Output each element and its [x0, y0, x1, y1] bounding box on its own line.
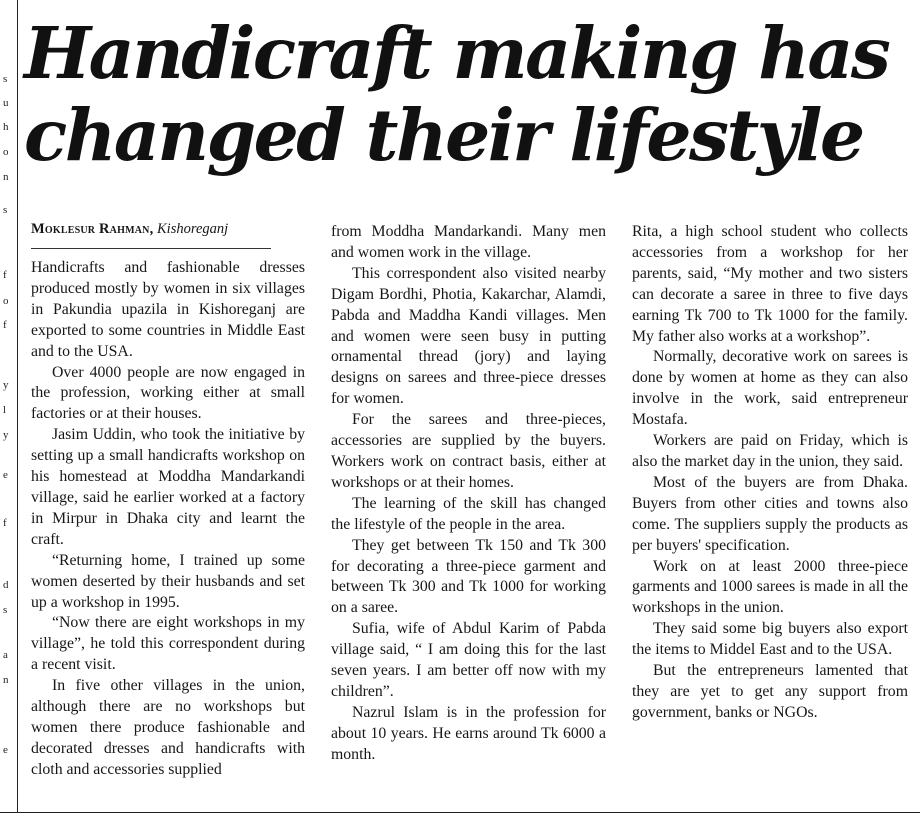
adjacent-article-fragment: s	[3, 204, 8, 216]
article-paragraph: Most of the buyers are from Dhaka. Buyers from other cities and towns also come. The suppliers supply the products as per buyers' specification.	[632, 473, 908, 554]
headline-line-1: Handicraft making has	[24, 11, 889, 95]
article-paragraph: “Returning home, I trained up some women deserted by their husbands and set up a workshop in 1995.	[31, 551, 305, 611]
article-paragraph: from Moddha Mandarkandi. Many men and women work in the village.	[331, 223, 606, 261]
article-paragraph: But the entrepreneurs lamented that they are yet to get any support from government, banks or NGOs.	[632, 662, 908, 721]
article-paragraph: Rita, a high school student who collects accessories from a workshop for her parents, said, “My mother and two sisters can decorate a saree in three to five days earning Tk 700 to Tk 1000 for the family. My father also works at a workshop”.	[632, 223, 908, 345]
article-column-2	[331, 222, 606, 766]
article-paragraph: Normally, decorative work on sarees is done by women at home as they can also involve in the work, said entrepreneur Mostafa.	[632, 348, 908, 429]
byline-author: Moklesur Rahman,	[31, 221, 154, 237]
article-paragraph: This correspondent also visited nearby Digam Bordhi, Photia, Kakarchar, Alamdi, Pabda and Maddha Kandi villages. Men and women were seen busy in putting ornamental thread (jory) and laying designs on sarees and three-piece dresses for women.	[331, 264, 606, 408]
adjacent-article-fragment: o	[3, 295, 9, 307]
adjacent-article-fragment: l	[3, 404, 7, 416]
article-paragraph: The learning of the skill has changed the lifestyle of the people in the area.	[331, 494, 606, 533]
adjacent-article-fragment: n	[3, 674, 9, 686]
article-paragraph: They said some big buyers also export the items to Middel East and to the USA.	[632, 620, 908, 659]
adjacent-article-strip	[0, 0, 18, 812]
adjacent-article-fragment: y	[3, 379, 9, 391]
article-paragraph: Workers are paid on Friday, which is also the market day in the union, they said.	[632, 432, 908, 470]
adjacent-article-fragment: s	[3, 604, 8, 616]
article-paragraph: Handicrafts and fashionable dresses produced mostly by women in six villages in Pakundia upazila in Kishoreganj are exported to some countries in Middle East and to the USA.	[31, 259, 305, 360]
adjacent-article-fragment: o	[3, 146, 9, 158]
adjacent-article-fragment: a	[3, 649, 8, 661]
adjacent-article-fragment: u	[3, 97, 9, 109]
article-paragraph: They get between Tk 150 and Tk 300 for decorating a three-piece garment and between Tk 300 and Tk 1000 for working on a saree.	[331, 536, 606, 617]
byline	[31, 219, 271, 239]
article-paragraph: For the sarees and three-pieces, accessories are supplied by the buyers. Workers work on contract basis, either at workshops or at their homes.	[331, 411, 606, 491]
adjacent-article-fragment: d	[3, 579, 9, 591]
article-paragraph: Nazrul Islam is in the profession for about 10 years. He earns around Tk 6000 a month.	[331, 703, 606, 763]
article-paragraph: Jasim Uddin, who took the initiative by setting up a small handicrafts workshop on his homestead at Moddha Mandarkandi village, said he earlier worked at a factory in Mirpur in Dhaka city and learnt the craft.	[31, 426, 305, 548]
adjacent-article-fragment: e	[3, 469, 8, 481]
byline-divider	[31, 248, 271, 249]
adjacent-article-fragment: n	[3, 171, 9, 183]
adjacent-article-fragment: s	[3, 73, 8, 85]
adjacent-article-fragment: y	[3, 429, 9, 441]
article-column-1	[31, 258, 305, 781]
article-paragraph: Sufia, wife of Abdul Karim of Pabda village said, “ I am doing this for the last seven years. I am better off now with my children”.	[331, 620, 606, 700]
adjacent-article-fragment: f	[3, 319, 7, 331]
adjacent-article-fragment: e	[3, 744, 8, 756]
byline-location: Kishoreganj	[157, 221, 229, 237]
adjacent-article-fragment: f	[3, 517, 7, 529]
article-paragraph: In five other villages in the union, although there are no workshops but women there produce fashionable and decorated dresses and handicrafts with cloth and accessories supplied	[31, 677, 305, 778]
page-bottom-rule	[0, 812, 920, 813]
adjacent-article-fragment: f	[3, 269, 7, 281]
article-paragraph: Over 4000 people are now engaged in the profession, working either at small factories or at their houses.	[31, 363, 305, 423]
adjacent-article-fragment: h	[3, 121, 9, 133]
article-column-3	[632, 222, 908, 724]
article-paragraph: Work on at least 2000 three-piece garments and 1000 sarees is made in all the workshops in the union.	[632, 557, 908, 617]
article-paragraph: “Now there are eight workshops in my village”, he told this correspondent during a recent visit.	[31, 614, 305, 674]
headline-line-2: changed their lifestyle	[24, 93, 863, 177]
headline	[24, 12, 914, 176]
